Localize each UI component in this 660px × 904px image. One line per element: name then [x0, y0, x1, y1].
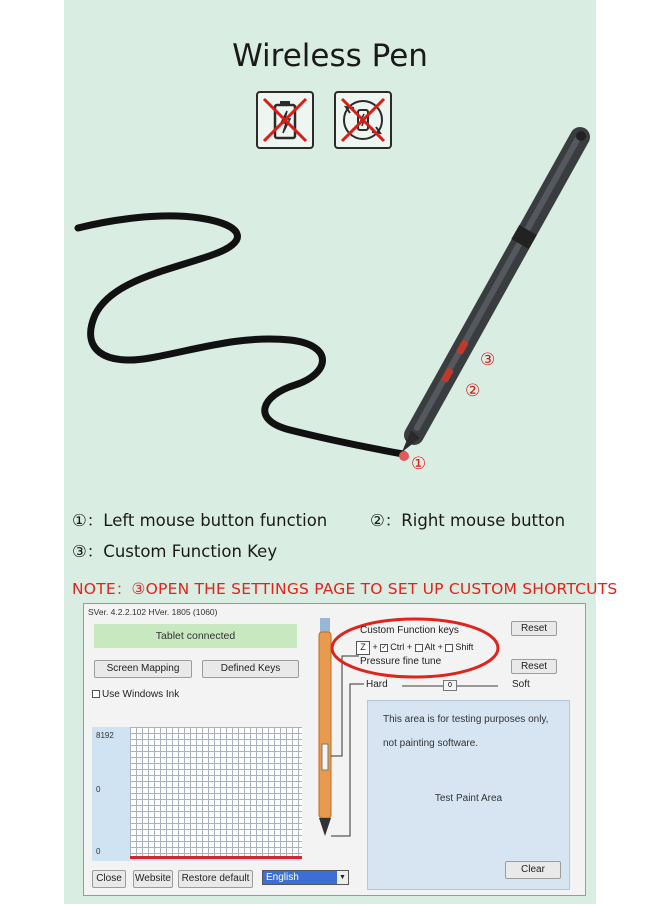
restore-default-button[interactable]: Restore default [178, 870, 253, 888]
test-note-line-1: This area is for testing purposes only, [383, 714, 549, 725]
windows-ink-option[interactable]: Use Windows Ink [92, 689, 179, 700]
page-title: Wireless Pen [232, 38, 428, 74]
status-banner: Tablet connected [94, 624, 297, 648]
setup-note: NOTE：③OPEN THE SETTINGS PAGE TO SET UP CUSTOM SHORTCUTS [72, 580, 618, 598]
reset-pressure-button[interactable]: Reset [511, 659, 557, 674]
callout-1: ① [411, 454, 427, 474]
pressure-fine-tune-label: Pressure fine tune [360, 656, 442, 667]
callout-2: ② [465, 381, 481, 401]
clear-button[interactable]: Clear [505, 861, 561, 879]
website-button[interactable]: Website [133, 870, 173, 888]
close-button[interactable]: Close [92, 870, 126, 888]
version-label: SVer. 4.2.2.102 HVer. 1805 (1060) [88, 607, 218, 617]
ink-stroke [78, 216, 403, 454]
language-select[interactable]: English ▼ [262, 870, 349, 885]
shift-checkbox[interactable] [445, 644, 453, 652]
hard-label: Hard [366, 679, 388, 690]
defined-keys-button[interactable]: Defined Keys [202, 660, 299, 678]
test-paint-area[interactable] [367, 700, 570, 890]
custom-function-keys-label: Custom Function keys [360, 625, 459, 636]
custom-key-row: Z + ✓ Ctrl + Alt + Shift [356, 641, 473, 655]
graph-min-label: 0 [96, 847, 101, 856]
key-input[interactable]: Z [356, 641, 370, 655]
pen-tip-marker [399, 451, 409, 461]
pressure-slider-thumb[interactable]: 0 [443, 680, 457, 691]
ctrl-checkbox[interactable]: ✓ [381, 643, 388, 651]
alt-checkbox[interactable] [415, 644, 423, 652]
test-paint-area-label: Test Paint Area [434, 793, 503, 804]
reset-keys-button[interactable]: Reset [511, 621, 557, 636]
legend-custom-key: ③：Custom Function Key [72, 542, 278, 561]
graph-max-label: 8192 [96, 731, 114, 740]
soft-label: Soft [512, 679, 530, 690]
chevron-down-icon: ▼ [337, 871, 348, 884]
settings-window [83, 603, 586, 896]
screen-mapping-button[interactable]: Screen Mapping [94, 660, 192, 678]
stylus-pen [402, 131, 586, 452]
graph-mid-label: 0 [96, 785, 101, 794]
callout-3: ③ [480, 350, 496, 370]
test-note-line-2: not painting software. [383, 738, 479, 749]
legend-left-button: ①：Left mouse button function [72, 511, 328, 530]
legend-right-button: ②：Right mouse button [370, 511, 566, 530]
